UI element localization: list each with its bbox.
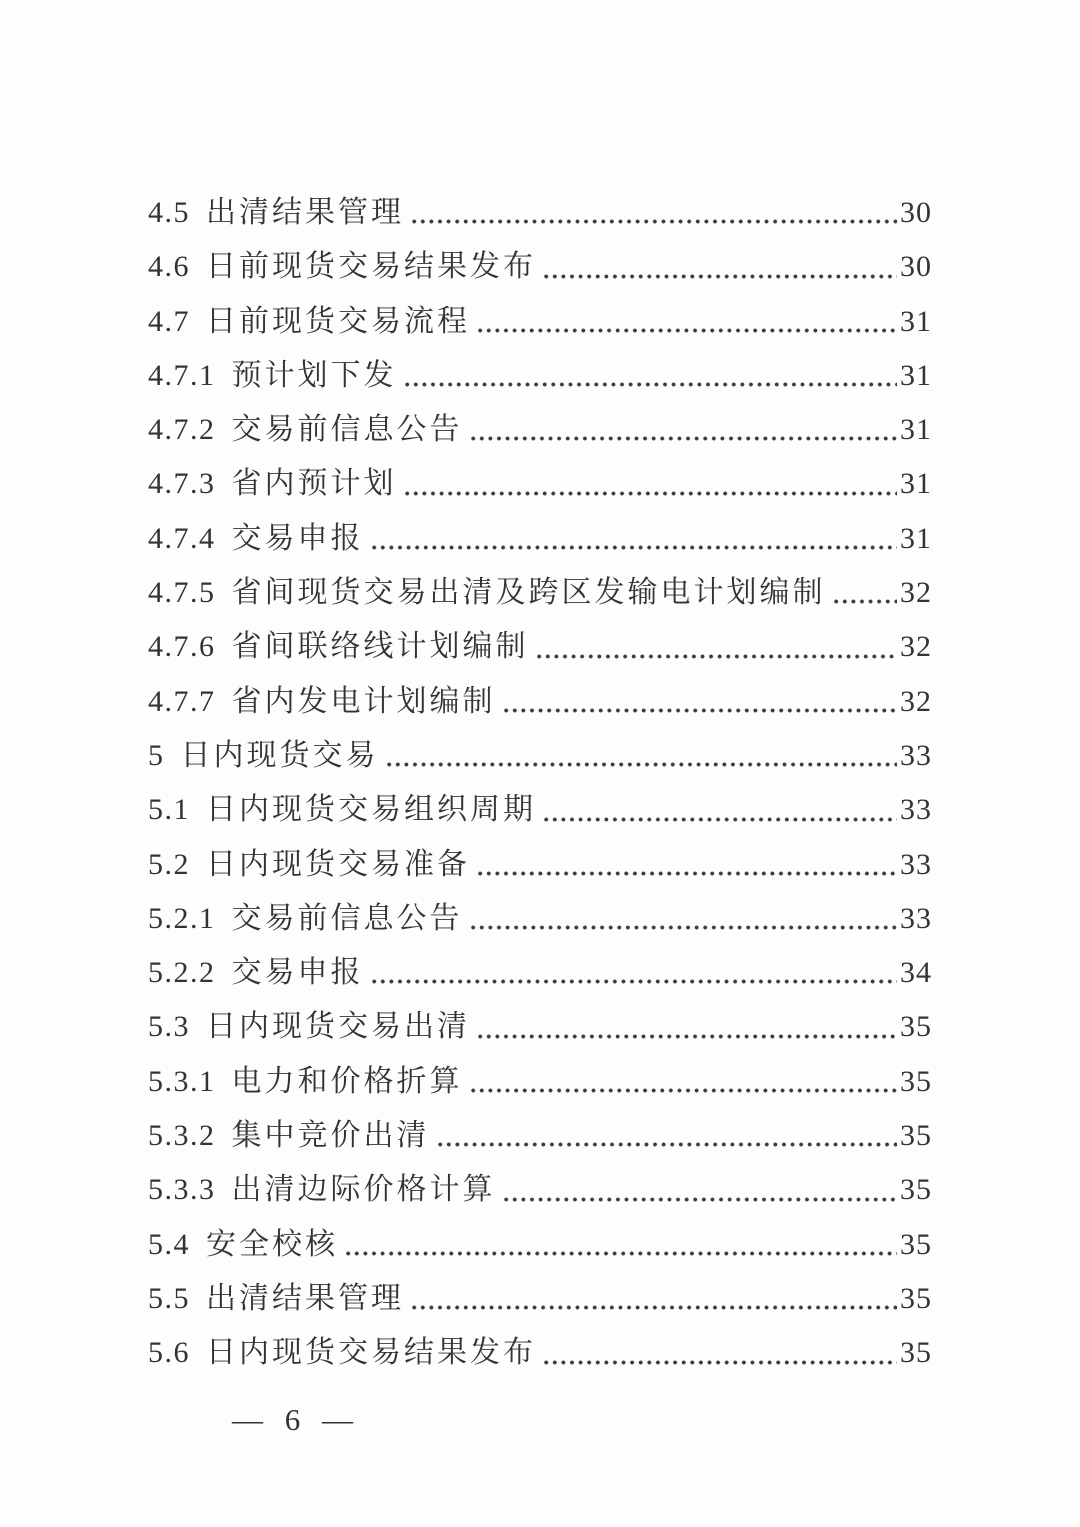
- toc-entry-page: 35: [900, 1281, 932, 1315]
- toc-entry: [148, 349, 932, 403]
- toc-entry-page: 34: [900, 956, 932, 990]
- toc-entry-title: 集中竞价出清: [231, 1119, 430, 1153]
- toc-entry-page: 31: [900, 304, 932, 338]
- toc-entry-page: 32: [900, 684, 932, 718]
- toc-entry-title: 日内现货交易出清: [206, 1010, 470, 1044]
- toc-entry-title: 省内发电计划编制: [231, 684, 496, 718]
- toc-entry-number: 4.7: [148, 304, 190, 338]
- toc-entry-title: 日内现货交易结果发布: [206, 1336, 536, 1370]
- toc-entry-title: 省间现货交易出清及跨区发输电计划编制: [231, 576, 826, 610]
- dot-leader-icon: [372, 977, 898, 986]
- toc-entry-number: 5.2: [148, 847, 190, 881]
- toc-entry-page: 35: [900, 1227, 932, 1261]
- toc-entry-title: 日内现货交易组织周期: [206, 793, 536, 827]
- toc-entry-page: 31: [900, 467, 932, 501]
- dot-leader-icon: [438, 1140, 898, 1149]
- toc-entry: [148, 1272, 932, 1326]
- dot-leader-icon: [504, 1195, 898, 1204]
- toc-entry-page: 33: [900, 847, 932, 881]
- toc-entry: [148, 1055, 932, 1109]
- toc-entry-page: 35: [900, 1064, 932, 1098]
- toc-entry: [148, 946, 932, 1000]
- toc-entry-page: 33: [900, 793, 932, 827]
- toc-entry: [148, 186, 932, 240]
- dot-leader-icon: [405, 380, 898, 389]
- page-footer-number: — 6 —: [232, 1402, 360, 1437]
- toc-entry-number: 5.5: [148, 1281, 190, 1315]
- toc-entry-number: 5.3.2: [148, 1119, 216, 1153]
- toc-entry: [148, 783, 932, 837]
- dot-leader-icon: [471, 434, 898, 443]
- toc-entry: [148, 1163, 932, 1217]
- toc-entry-title: 交易前信息公告: [231, 901, 463, 935]
- toc-entry-number: 5.6: [148, 1336, 190, 1370]
- toc-entry-number: 4.7.6: [148, 630, 216, 664]
- toc-entry-number: 5.4: [148, 1227, 190, 1261]
- toc-entry-number: 5.1: [148, 793, 190, 827]
- toc-entry-title: 日内现货交易: [180, 738, 379, 772]
- toc-entry: [148, 620, 932, 674]
- toc-entry-number: 4.7.1: [148, 358, 216, 392]
- toc-entry-number: 5: [148, 738, 165, 772]
- dot-leader-icon: [346, 1249, 897, 1258]
- toc-entry-title: 安全校核: [206, 1227, 338, 1261]
- toc-entry-page: 30: [900, 250, 932, 284]
- toc-entry-number: 5.2.2: [148, 956, 216, 990]
- dot-leader-icon: [471, 923, 898, 932]
- dot-leader-icon: [471, 1086, 898, 1095]
- toc-entry-title: 交易前信息公告: [231, 413, 463, 447]
- toc-entry-page: 32: [900, 630, 932, 664]
- toc-entry-page: 35: [900, 1010, 932, 1044]
- toc-entry: [148, 566, 932, 620]
- toc-entry-page: 35: [900, 1119, 932, 1153]
- toc-entry-title: 电力和价格折算: [231, 1064, 463, 1098]
- toc-entry-page: 35: [900, 1173, 932, 1207]
- toc-entry-page: 35: [900, 1336, 932, 1370]
- toc-entry-title: 日内现货交易准备: [206, 847, 470, 881]
- toc-entry-title: 预计划下发: [231, 358, 397, 392]
- toc-entry-number: 4.6: [148, 250, 190, 284]
- toc-entry-page: 30: [900, 196, 932, 229]
- toc-entry: [148, 1218, 932, 1272]
- toc-entry: [148, 457, 932, 511]
- toc-entry: [148, 838, 932, 892]
- toc-entry: [148, 295, 932, 349]
- dot-leader-icon: [387, 760, 898, 769]
- toc-entry-title: 交易申报: [231, 521, 364, 555]
- toc-entry-number: 5.3.3: [148, 1173, 216, 1207]
- toc-entry-number: 4.7.2: [148, 413, 216, 447]
- dot-leader-icon: [372, 543, 898, 552]
- toc-entry: [148, 1000, 932, 1054]
- table-of-contents: [148, 186, 932, 1381]
- toc-entry: [148, 240, 932, 294]
- toc-entry: [148, 729, 932, 783]
- toc-entry-number: 4.7.7: [148, 684, 216, 718]
- toc-entry-title: 出清边际价格计算: [231, 1173, 496, 1207]
- toc-entry-number: 4.7.4: [148, 521, 216, 555]
- toc-entry-number: 4.5: [148, 196, 190, 229]
- toc-entry-title: 日前现货交易结果发布: [206, 250, 536, 284]
- toc-entry-page: 31: [900, 413, 932, 447]
- toc-entry: [148, 403, 932, 457]
- toc-entry-number: 5.3: [148, 1010, 190, 1044]
- toc-entry-title: 省间联络线计划编制: [231, 630, 529, 664]
- dot-leader-icon: [412, 217, 897, 226]
- toc-entry-number: 5.2.1: [148, 901, 216, 935]
- toc-entry: [148, 892, 932, 946]
- toc-entry-page: 32: [900, 576, 932, 610]
- toc-entry-title: 日前现货交易流程: [206, 304, 470, 338]
- dot-leader-icon: [412, 1303, 897, 1312]
- toc-entry-page: 31: [900, 521, 932, 555]
- dot-leader-icon: [544, 815, 897, 824]
- dot-leader-icon: [537, 652, 898, 661]
- toc-entry-page: 33: [900, 738, 932, 772]
- toc-entry: [148, 1109, 932, 1163]
- toc-entry-title: 交易申报: [231, 956, 364, 990]
- dot-leader-icon: [405, 489, 898, 498]
- toc-entry-page: 33: [900, 901, 932, 935]
- toc-entry-number: 4.7.3: [148, 467, 216, 501]
- dot-leader-icon: [834, 597, 898, 606]
- page-footer: [173, 1366, 360, 1474]
- dot-leader-icon: [504, 706, 898, 715]
- toc-entry: [148, 675, 932, 729]
- toc-entry-number: 4.7.5: [148, 576, 216, 610]
- toc-entry: [148, 512, 932, 566]
- dot-leader-icon: [478, 869, 897, 878]
- dot-leader-icon: [478, 326, 897, 335]
- dot-leader-icon: [544, 1358, 897, 1367]
- toc-entry-page: 31: [900, 358, 932, 392]
- toc-entry-title: 省内预计划: [231, 467, 397, 501]
- toc-entry-title: 出清结果管理: [206, 196, 404, 229]
- dot-leader-icon: [478, 1032, 897, 1041]
- toc-entry-title: 出清结果管理: [206, 1281, 404, 1315]
- toc-entry-number: 5.3.1: [148, 1064, 216, 1098]
- dot-leader-icon: [544, 272, 897, 281]
